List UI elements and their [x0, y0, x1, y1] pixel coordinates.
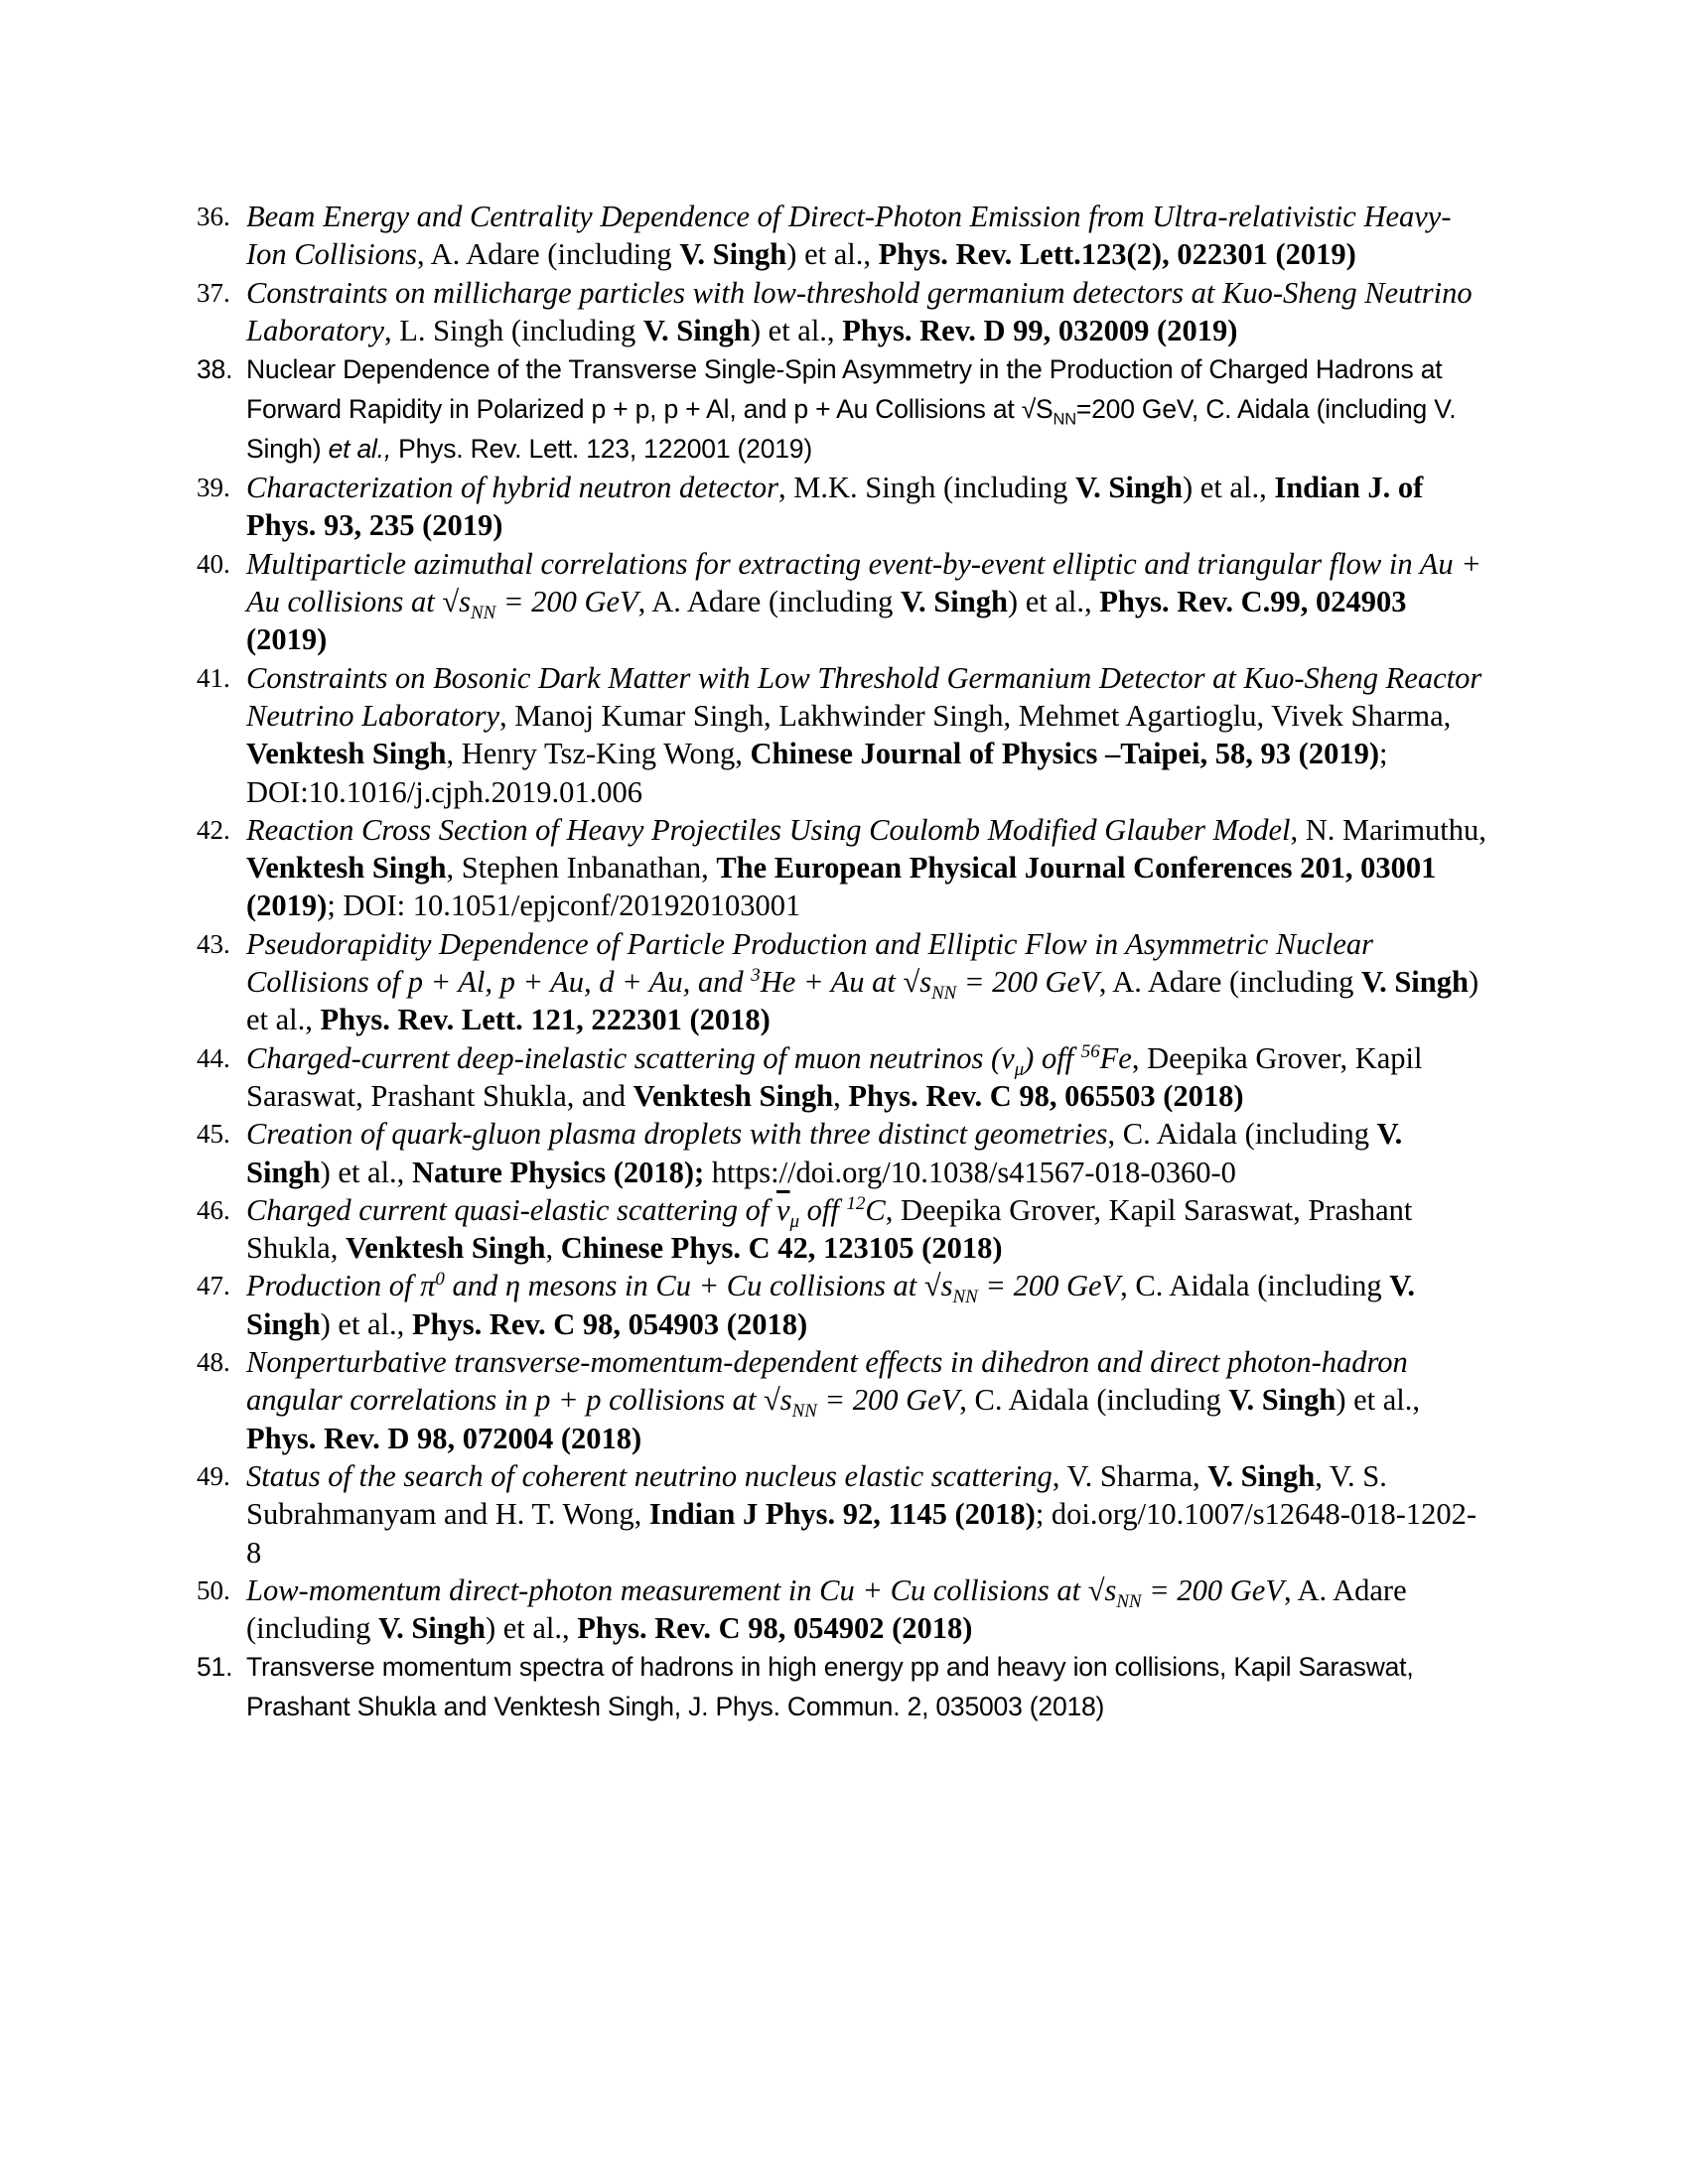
paper-title	[246, 1040, 1132, 1080]
reference-number: 40.	[197, 548, 230, 579]
reference-item-46	[197, 1191, 1489, 1268]
authors-prefix: , M.K. Singh (including	[777, 471, 1076, 505]
authors-suffix: ) et al.,	[320, 1155, 412, 1189]
antineutrino-symbol: $\overline{\nu}$	[775, 1192, 790, 1227]
authors-prefix: , V. Sharma,	[1052, 1458, 1208, 1493]
authors-prefix: , A. Adare (including	[417, 237, 680, 272]
title-part: = 200 GeV	[816, 1383, 960, 1418]
journal-citation: Phys. Rev. Lett. 121, 222301 (2018)	[320, 1003, 771, 1037]
paper-title	[246, 1572, 1284, 1612]
reference-item-48	[197, 1343, 1489, 1457]
journal-citation: Nature Physics (2018);	[411, 1155, 705, 1189]
reference-item-39	[197, 469, 1489, 545]
highlighted-author: Venktesh Singh	[246, 851, 447, 886]
authors-suffix: ) et al.,	[1007, 585, 1100, 619]
paper-title: Constraints on Bosonic Dark Matter with Low Threshold Germanium Detector at Kuo-Sheng Reactor Neutrino Laboratory	[246, 660, 1482, 733]
journal-citation: Indian J Phys. 92, 1145 (2018)	[648, 1497, 1036, 1532]
reference-number: 47.	[197, 1271, 230, 1301]
authors-prefix: , C. Aidala (including	[959, 1383, 1229, 1418]
authors-prefix: , A. Adare (including	[637, 585, 901, 619]
reference-item-44	[197, 1039, 1489, 1116]
reference-item-43	[197, 925, 1489, 1039]
doi-text: ; doi.org/10.1007/s12648-018-1202-8	[246, 1497, 1477, 1570]
title-part: = 200 GeV	[956, 965, 1099, 1000]
reference-number: 45.	[197, 1119, 230, 1150]
highlighted-author: V. Singh	[246, 1117, 1403, 1189]
highlighted-author: V. Singh	[900, 585, 1008, 619]
paper-title	[246, 1192, 886, 1232]
et-al: et al.,	[328, 434, 391, 465]
reference-item-45	[197, 1115, 1489, 1191]
authors-suffix: , Henry Tsz-King Wong,	[446, 737, 751, 771]
reference-item-40	[197, 545, 1489, 659]
authors-suffix: ) et al.,	[1183, 471, 1275, 505]
reference-item-37	[197, 274, 1489, 350]
reference-number: 43.	[197, 928, 230, 959]
journal-citation: Phys. Rev. C 98, 054903 (2018)	[411, 1306, 808, 1341]
reference-item-42	[197, 811, 1489, 925]
reference-number: 49.	[197, 1460, 230, 1491]
paper-title: Creation of quark-gluon plasma droplets with three distinct geometries	[246, 1117, 1108, 1152]
paper-title: Reaction Cross Section of Heavy Projectiles Using Coulomb Modified Glauber Model	[246, 812, 1291, 847]
authors-prefix: , N. Marimuthu,	[1290, 812, 1486, 847]
authors-prefix: , C. Aidala (including	[1120, 1269, 1390, 1303]
title-part: Charged current quasi-elastic scattering of	[246, 1192, 776, 1227]
authors-suffix: ) et al.,	[485, 1611, 578, 1646]
reference-item-49	[197, 1457, 1489, 1571]
subscript: NN	[1116, 1590, 1142, 1612]
title-part: Pseudorapidity Dependence of Particle Production and Elliptic Flow in Asymmetric Nuclear Collisions of p + Al, p + Au, d + Au, and	[246, 926, 1374, 1000]
paper-title: Status of the search of coherent neutrino nucleus elastic scattering	[246, 1458, 1053, 1493]
reference-number: 50.	[197, 1574, 230, 1605]
reference-text: Nuclear Dependence of the Transverse Single-Spin Asymmetry in the Production of Charged Hadrons at Forward Rapidity in Polarized p + p, p + Al, and p + Au Collisions at √S	[246, 354, 1443, 425]
paper-title: Beam Energy and Centrality Dependence of Direct-Photon Emission from Ultra-relativistic Heavy-Ion Collisions	[246, 200, 1452, 272]
doi-link-text: https://doi.org/10.1038/s41567-018-0360-0	[704, 1155, 1236, 1189]
authors-prefix: , Manoj Kumar Singh, Lakhwinder Singh, Mehmet Agartioglu, Vivek Sharma,	[499, 698, 1452, 733]
paper-title	[246, 1269, 1121, 1308]
title-part: and η mesons in Cu + Cu collisions at √s	[444, 1269, 953, 1303]
highlighted-author: V. Singh	[1361, 965, 1469, 1000]
highlighted-author: Venktesh Singh	[633, 1078, 834, 1113]
reference-number: 39.	[197, 473, 230, 503]
journal-citation: Phys. Rev. Lett. 123, 122001 (2019)	[391, 434, 812, 465]
title-part: = 200 GeV	[1141, 1572, 1284, 1607]
subscript: NN	[1053, 410, 1076, 429]
reference-text: Transverse momentum spectra of hadrons in high energy pp and heavy ion collisions, Kapil Saraswat, Prashant Shukla and Venktesh Singh, J. Phys. Commun. 2, 035003 (2018)	[246, 1652, 1414, 1722]
journal-citation: Phys. Rev. C 98, 054902 (2018)	[577, 1611, 973, 1646]
authors-prefix: , A. Adare (including	[1098, 965, 1361, 1000]
subscript: NN	[952, 1287, 978, 1308]
reference-number: 42.	[197, 814, 230, 845]
reference-item-51	[197, 1647, 1489, 1726]
authors-prefix: , C. Aidala (including	[1107, 1117, 1377, 1152]
authors-suffix: ) et al.,	[750, 313, 843, 347]
journal-citation: Phys. Rev. C.99, 024903 (2019)	[246, 585, 1407, 657]
title-part: Nonperturbative transverse-momentum-dependent effects in dihedron and direct photon-hadron angular correlations in p + p collisions at √s	[246, 1345, 1408, 1418]
subscript: μ	[789, 1210, 800, 1232]
reference-number: 41.	[197, 662, 230, 693]
title-part: = 200 GeV	[977, 1269, 1121, 1303]
title-part: ) off	[1024, 1040, 1081, 1075]
paper-title: Characterization of hybrid neutron detector	[246, 471, 778, 505]
highlighted-author: V. Singh	[642, 313, 751, 347]
reference-number: 38.	[197, 354, 233, 385]
title-part: He + Au at √s	[760, 965, 932, 1000]
authors-prefix: , A. Adare (including	[246, 1572, 1407, 1646]
journal-citation: Chinese Journal of Physics –Taipei, 58, 93 (2019)	[750, 737, 1379, 771]
title-part: Production of π	[246, 1269, 436, 1303]
reference-number: 37.	[197, 277, 230, 308]
reference-number: 36.	[197, 202, 230, 231]
superscript: 0	[435, 1269, 445, 1291]
title-part: Low-momentum direct-photon measurement in Cu + Cu collisions at √s	[246, 1572, 1117, 1607]
title-part: C	[865, 1192, 886, 1227]
title-part: Charged-current deep-inelastic scattering of muon neutrinos (ν	[246, 1040, 1015, 1075]
authors-prefix: , Deepika Grover, Kapil Saraswat, Prashant Shukla, and	[246, 1040, 1423, 1113]
authors-prefix: , L. Singh (including	[383, 313, 643, 347]
subscript: NN	[791, 1401, 817, 1423]
highlighted-author: V. Singh	[378, 1611, 486, 1646]
authors-suffix: ,	[545, 1231, 561, 1266]
authors-suffix: , Stephen Inbanathan,	[446, 851, 717, 886]
paper-title: Constraints on millicharge particles with low-threshold germanium detectors at Kuo-Sheng Neutrino Laboratory	[246, 275, 1473, 347]
superscript: 3	[751, 964, 761, 986]
highlighted-author: Venktesh Singh	[345, 1231, 546, 1266]
journal-citation: Phys. Rev. C 98, 065503 (2018)	[848, 1078, 1244, 1113]
reference-number: 46.	[197, 1194, 230, 1225]
reference-item-41	[197, 659, 1489, 811]
journal-citation: Indian J. of Phys. 93, 235 (2019)	[246, 471, 1424, 543]
journal-citation: Phys. Rev. D 99, 032009 (2019)	[842, 313, 1238, 347]
doi-text: ; DOI: 10.1051/epjconf/201920103001	[327, 888, 801, 923]
authors-suffix: , V. S. Subrahmanyam and H. T. Wong,	[246, 1458, 1387, 1532]
title-part: = 200 GeV	[495, 585, 638, 619]
title-part: Fe	[1099, 1040, 1132, 1075]
reference-item-38	[197, 349, 1489, 469]
reference-number: 48.	[197, 1347, 230, 1378]
highlighted-author: V. Singh	[1228, 1383, 1336, 1418]
reference-item-50	[197, 1571, 1489, 1648]
superscript: 12	[846, 1192, 866, 1214]
highlighted-author: Venktesh Singh	[246, 737, 447, 771]
superscript: 56	[1080, 1040, 1100, 1062]
reference-number: 44.	[197, 1042, 230, 1073]
journal-citation: Phys. Rev. Lett.123(2), 022301 (2019)	[878, 237, 1356, 272]
reference-text-cont: =200 GeV, C. Aidala (including V. Singh)	[246, 394, 1457, 465]
authors-suffix: ,	[833, 1078, 849, 1113]
journal-citation: The European Physical Journal Conferences 201, 03001 (2019)	[246, 851, 1437, 923]
authors-prefix: , Deepika Grover, Kapil Saraswat, Prashant Shukla,	[246, 1192, 1413, 1266]
doi-text: ; DOI:10.1016/j.cjph.2019.01.006	[246, 737, 1388, 809]
reference-number: 51.	[197, 1652, 233, 1683]
authors-suffix: ) et al.,	[786, 237, 879, 272]
title-part: Multiparticle azimuthal correlations for extracting event-by-event elliptic and triangular flow in Au + Au collisions at √s	[246, 546, 1481, 619]
reference-item-36	[197, 198, 1489, 274]
journal-citation: Chinese Phys. C 42, 123105 (2018)	[560, 1231, 1003, 1266]
subscript: μ	[1014, 1058, 1025, 1080]
highlighted-author: V. Singh	[246, 1269, 1415, 1341]
highlighted-author: V. Singh	[1207, 1458, 1316, 1493]
subscript: NN	[931, 983, 957, 1005]
reference-item-47	[197, 1267, 1489, 1343]
subscript: NN	[471, 603, 496, 624]
journal-citation: Phys. Rev. D 98, 072004 (2018)	[246, 1421, 642, 1455]
highlighted-author: V. Singh	[679, 237, 787, 272]
highlighted-author: V. Singh	[1075, 471, 1184, 505]
authors-suffix: ) et al.,	[246, 965, 1479, 1037]
authors-suffix: ) et al.,	[320, 1306, 412, 1341]
title-part: off	[799, 1192, 847, 1227]
authors-suffix: ) et al.,	[1336, 1383, 1421, 1418]
